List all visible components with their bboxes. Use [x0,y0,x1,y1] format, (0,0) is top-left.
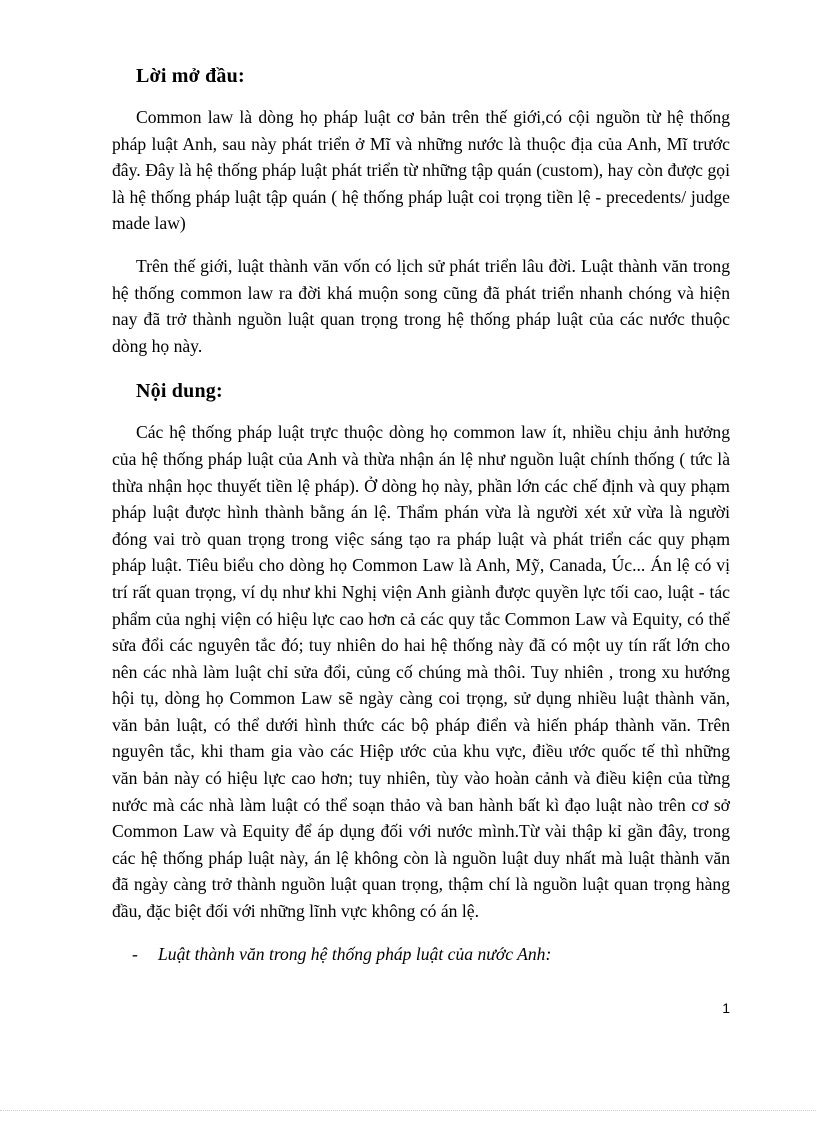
bullet-item [132,941,730,967]
bullet-marker: - [132,943,138,964]
content-paragraph: Các hệ thống pháp luật trực thuộc dòng họ common law ít, nhiều chịu ảnh hưởng của hệ thống pháp luật của Anh và thừa nhận án lệ như nguồn luật chính thống ( tức là thừa nhận học thuyết tiền lệ pháp). Ở dòng họ này, phần lớn các chế định và quy phạm pháp luật được hình thành bằng án lệ. Thẩm phán vừa là người xét xử vừa là người đóng vai trò quan trọng trong việc sáng tạo ra pháp luật và phát triển các quy phạm pháp luật. Tiêu biểu cho dòng họ Common Law là Anh, Mỹ, Canada, Úc... Án lệ có vị trí rất quan trọng, ví dụ như khi Nghị viện Anh giành được quyền lực tối cao, luật - tác phẩm của nghị viện có hiệu lực cao hơn cả các quy tắc Common Law và Equity, có thể sửa đổi các nguyên tắc đó; tuy nhiên do hai hệ thống này đã có một uy tín rất lớn cho nên các nhà làm luật chỉ sửa đổi, củng cố chúng mà thôi. Tuy nhiên , trong xu hướng hội tụ, dòng họ Common Law sẽ ngày càng coi trọng, sử dụng nhiều luật thành văn, văn bản luật, có thể dưới hình thức các bộ pháp điển và hiến pháp thành văn. Trên nguyên tắc, khi tham gia vào các Hiệp ước của khu vực, điều ước quốc tế thì những văn bản này có hiệu lực cao hơn; tuy nhiên, tùy vào hoàn cảnh và điều kiện của từng nước mà các nhà làm luật có thể soạn thảo và ban hành bất kì đạo luật nào trên cơ sở Common Law và Equity để áp dụng đối với nước mình.Từ vài thập kỉ gần đây, trong các hệ thống pháp luật này, án lệ không còn là nguồn luật duy nhất mà luật thành văn đã ngày càng trở thành nguồn luật quan trọng, thậm chí là nguồn luật quan trọng hàng đầu, đặc biệt đối với những lĩnh vực không có án lệ. [112,422,730,922]
content-heading: Nội dung: [136,380,223,403]
page-divider [0,1110,816,1111]
intro-paragraph-1: Common law là dòng họ pháp luật cơ bản trên thế giới,có cội nguồn từ hệ thống pháp luật Anh, sau này phát triển ở Mĩ và những nước là thuộc địa của Anh, Mĩ trước đây. Đây là hệ thống pháp luật phát triển từ những tập quán (custom), hay còn được gọi là hệ thống pháp luật tập quán ( hệ thống pháp luật coi trọng tiền lệ - precedents/ judge made law) [112,107,730,234]
document-body [112,60,730,967]
page-number: 1 [722,1000,730,1016]
bullet-text: Luật thành văn trong hệ thống pháp luật của nước Anh: [158,943,552,964]
intro-heading: Lời mở đầu: [136,65,245,87]
intro-paragraph-2: Trên thế giới, luật thành văn vốn có lịch sử phát triển lâu đời. Luật thành văn trong hệ thống common law ra đời khá muộn song cũng đã phát triển nhanh chóng và hiện nay đã trở thành nguồn luật quan trọng trong hệ thống pháp luật của các nước thuộc dòng họ này. [112,255,730,356]
